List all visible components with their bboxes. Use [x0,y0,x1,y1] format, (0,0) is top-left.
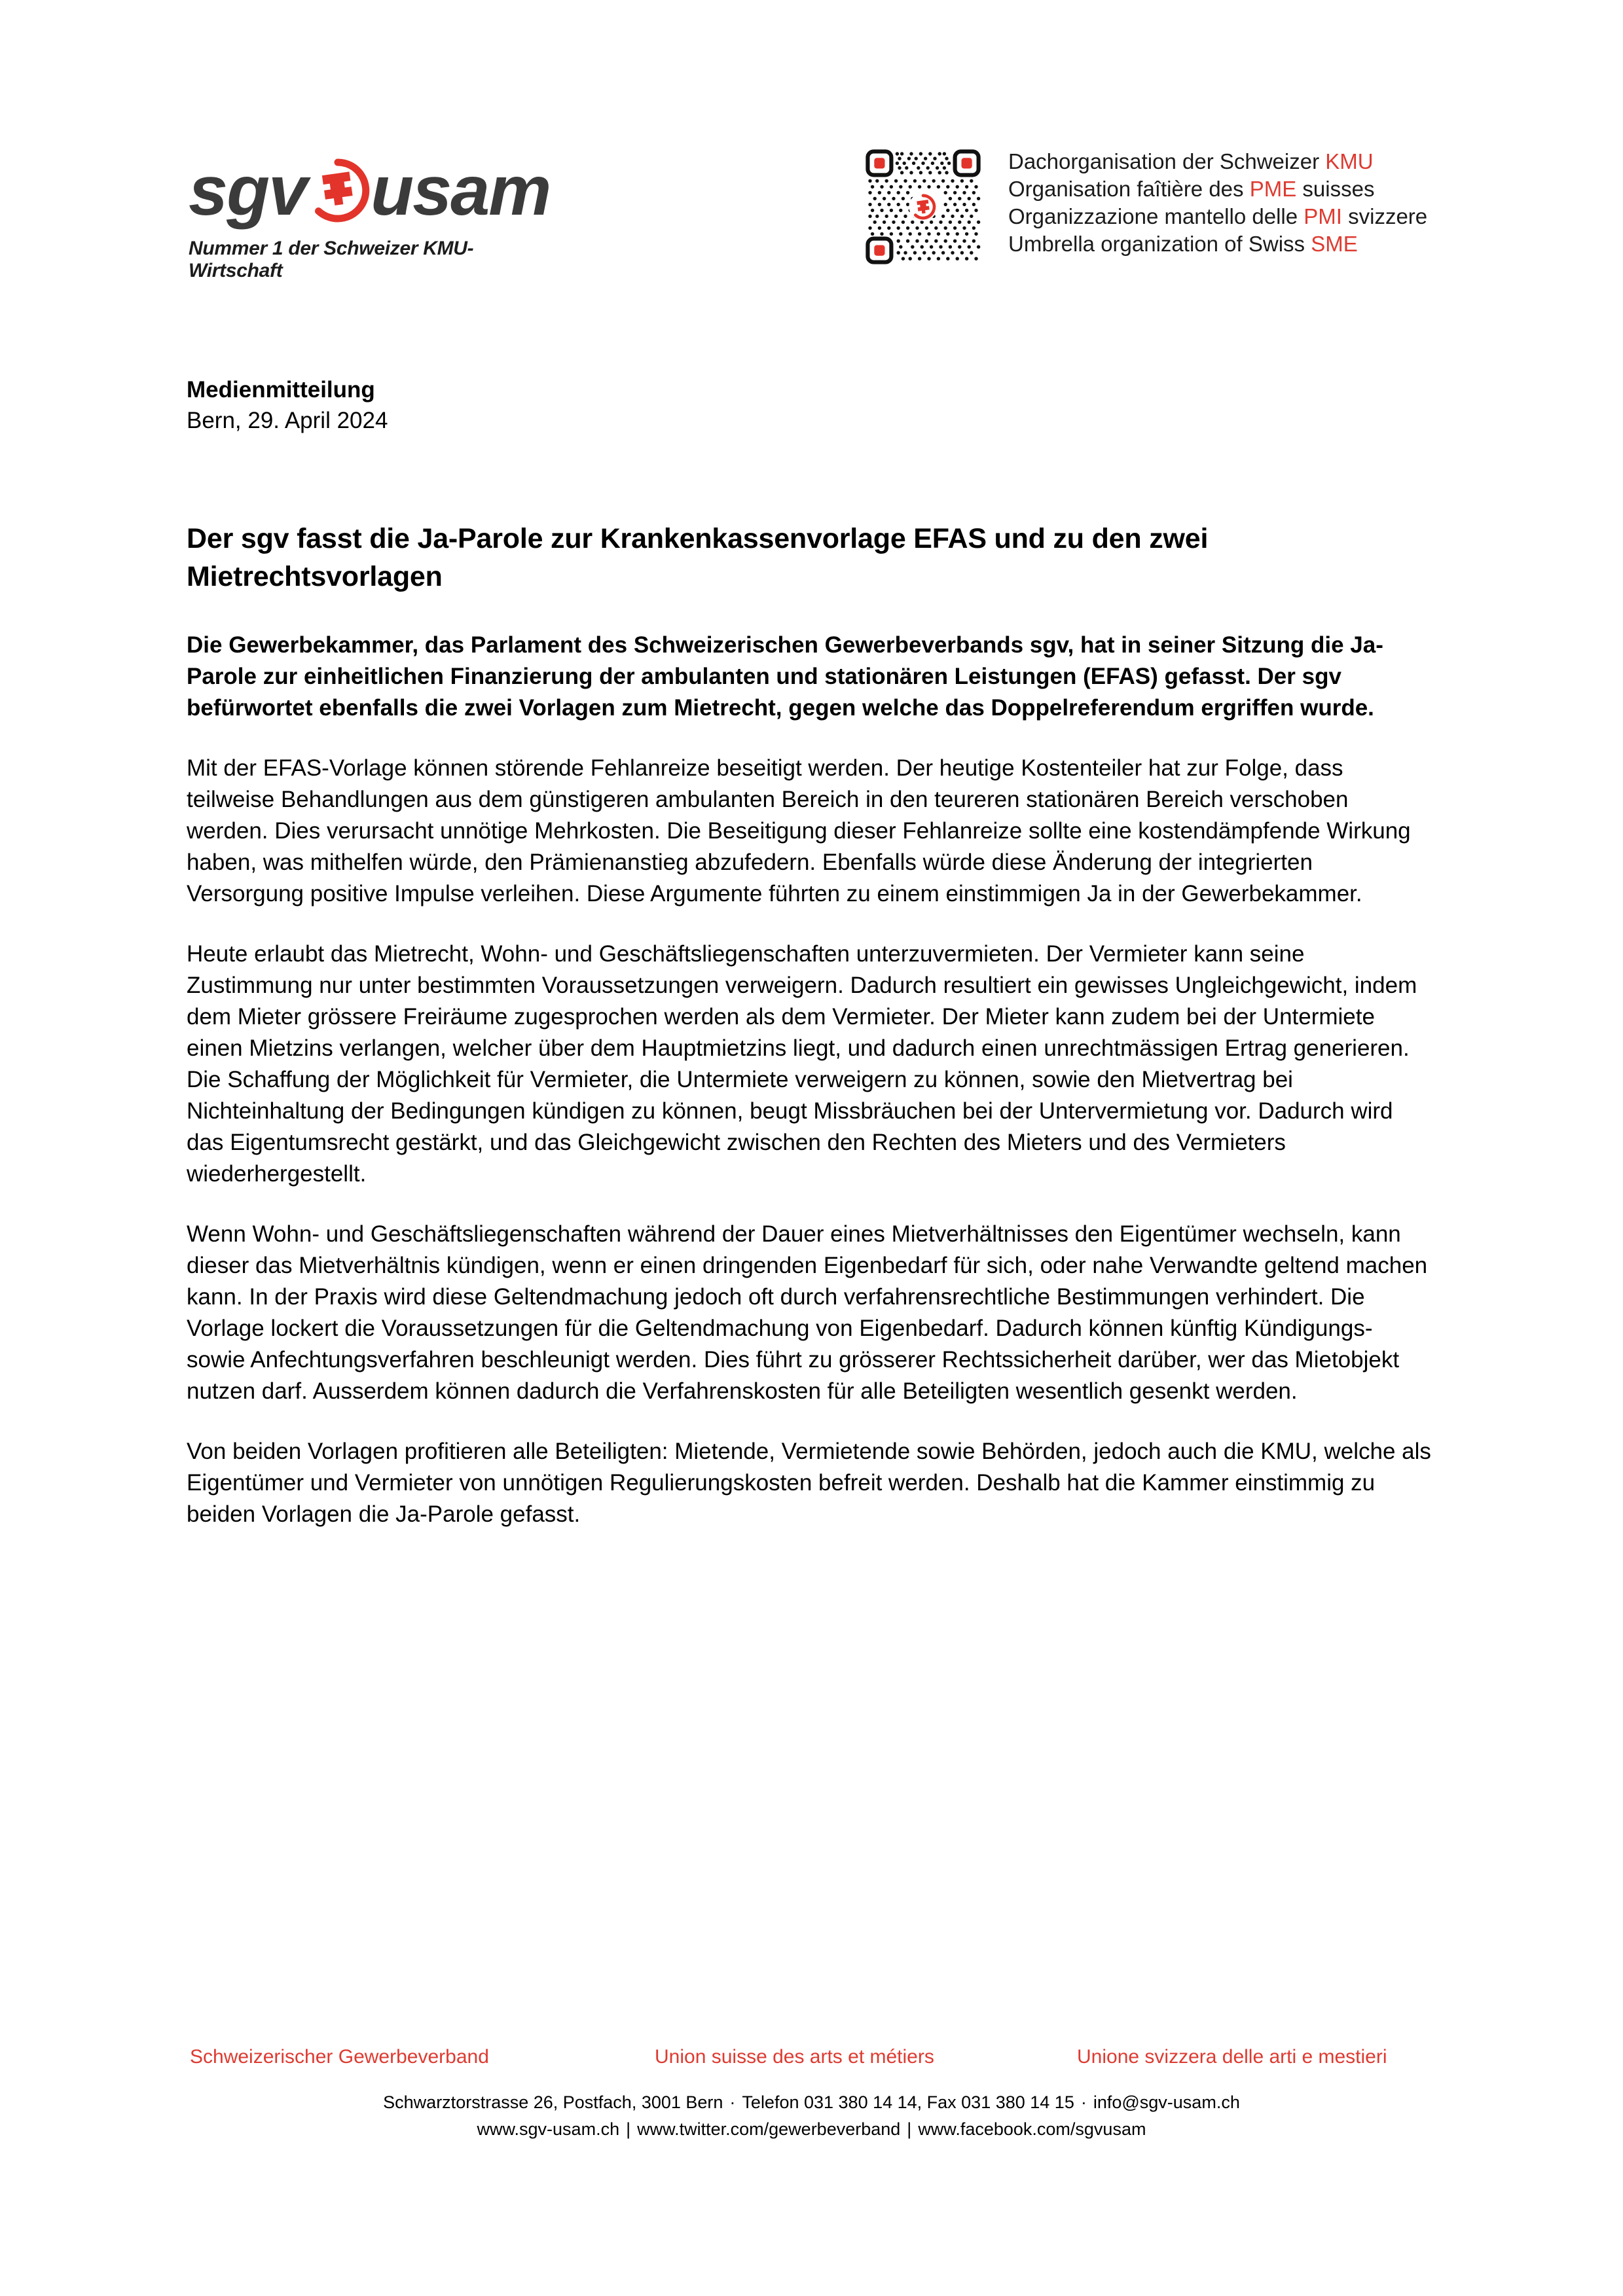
org-line-en-text: Umbrella organization of Swiss [1008,232,1311,256]
footer-pipe-2: | [907,2119,912,2139]
footer-name-fr: Union suisse des arts et métiers [655,2046,934,2068]
footer-phone-fax: Telefon 031 380 14 14, Fax 031 380 14 15 [742,2092,1074,2112]
page-footer [0,2046,1623,2143]
footer-contact-line-1 [0,2089,1623,2116]
footer-email-link[interactable]: info@sgv-usam.ch [1093,2092,1240,2112]
org-line-it-tail: svizzere [1341,204,1428,228]
footer-name-it: Unione svizzera delle arti e mestieri [1077,2046,1387,2068]
place-and-date: Bern, 29. April 2024 [187,408,388,433]
logo-word-right: usam [371,151,551,230]
page-header [0,0,1623,308]
org-line-it-highlight: PMI [1304,204,1342,228]
org-line-de-text: Dachorganisation der Schweizer [1008,149,1326,173]
logo-tagline: Nummer 1 der Schweizer KMU-Wirtschaft [189,238,474,281]
org-line-fr-highlight: PME [1249,177,1297,201]
org-line-it [1008,203,1427,230]
org-line-de-highlight: KMU [1325,149,1374,173]
org-line-en-highlight: SME [1311,232,1358,256]
sgv-at-cross-emblem-icon [304,156,372,224]
document-body [187,374,1434,1553]
footer-language-names [0,2046,1623,2077]
organization-taglines [1008,145,1427,258]
footer-pipe-1: | [626,2119,631,2139]
page-title: Der sgv fasst die Ja-Parole zur Krankenkassenvorlage EFAS und zu den zwei Mietrechtsvorlagen [187,523,1209,592]
qr-code-icon[interactable] [864,148,982,266]
organization-identity-block [864,145,1427,266]
org-line-fr-text: Organisation faîtière des [1008,177,1250,201]
body-paragraph-2: Heute erlaubt das Mietrecht, Wohn- und Geschäftsliegenschaften unterzuvermieten. Der Vermieter kann seine Zustimmung nur unter bestimmten Voraussetzungen verweigern. Dadurch resultiert ein gewisses Ungleichgewicht, indem dem Mieter grössere Freiräume zugesprochen werden als dem Vermieter. Der Mieter kann zudem bei der Untermiete einen Mietzins verlangen, welcher über dem Hauptmietzins liegt, und dadurch einen unrechtmässigen Ertrag generieren. Die Schaffung der Möglichkeit für Vermieter, die Untermiete verweigern zu können, sowie den Mietvertrag bei Nichteinhaltung der Bedingungen kündigen zu können, beugt Missbräuchen bei der Untervermietung vor. Dadurch wird das Eigentumsrecht gestärkt, und das Gleichgewicht zwischen den Rechten des Mieters und des Vermieters wiederhergestellt. [187,941,1417,1187]
org-line-fr-tail: suisses [1296,177,1375,201]
body-paragraph-1: Mit der EFAS-Vorlage können störende Fehlanreize beseitigt werden. Der heutige Kostenteiler hat zur Folge, dass teilweise Behandlungen aus dem günstigeren ambulanten Bereich in den teureren stationären Bereich verschoben werden. Dies verursacht unnötige Mehrkosten. Die Beseitigung dieser Fehlanreize sollte eine kostendämpfende Wirkung haben, was mithelfen würde, den Prämienanstieg abzufedern. Ebenfalls würde diese Änderung der integrierten Versorgung positive Impulse verleihen. Diese Argumente führten zu einem einstimmigen Ja in der Gewerbekammer. [187,755,1411,906]
org-line-fr [1008,175,1427,203]
footer-contact-line-2 [0,2116,1623,2143]
footer-facebook-link[interactable]: www.facebook.com/sgvusam [918,2119,1146,2139]
sgv-usam-logo [189,151,555,282]
body-paragraph-3: Wenn Wohn- und Geschäftsliegenschaften während der Dauer eines Mietverhältnisses den Eigentümer wechseln, kann dieser das Mietverhältnis kündigen, wenn er einen dringenden Eigenbedarf für sich, oder nahe Verwandte geltend machen kann. In der Praxis wird diese Geltendmachung jedoch oft durch verfahrensrechtliche Bestimmungen verhindert. Die Vorlage lockert die Voraussetzungen für die Geltendmachung von Eigenbedarf. Dadurch können künftig Kündigungs- sowie Anfechtungsverfahren beschleunigt werden. Dies führt zu grösserer Rechtssicherheit darüber, wer das Mietobjekt nutzen darf. Ausserdem können dadurch die Verfahrenskosten für alle Beteiligten wesentlich gesenkt werden. [187,1221,1428,1404]
org-line-en [1008,230,1427,258]
document-type-label: Medienmitteilung [187,377,375,403]
footer-contact-block [0,2089,1623,2143]
lead-paragraph: Die Gewerbekammer, das Parlament des Schweizerischen Gewerbeverbands sgv, hat in seiner Sitzung die Ja-Parole zur einheitlichen Finanzierung der ambulanten und stationären Leistungen (EFAS) gefasst. Der sgv befürwortet ebenfalls die zwei Vorlagen zum Mietrecht, gegen welche das Doppelreferendum ergriffen wurde. [187,632,1383,721]
footer-twitter-link[interactable]: www.twitter.com/gewerbeverband [637,2119,901,2139]
logo-word-left: sgv [189,151,307,230]
footer-website-link[interactable]: www.sgv-usam.ch [477,2119,620,2139]
footer-separator-2: · [1080,2092,1087,2112]
body-paragraph-4: Von beiden Vorlagen profitieren alle Beteiligten: Mietende, Vermietende sowie Behörden, jedoch auch die KMU, welche als Eigentümer und Vermieter von unnötigen Regulierungskosten befreit werden. Deshalb hat die Kammer einstimmig zu beiden Vorlagen die Ja-Parole gefasst. [187,1439,1431,1527]
footer-name-de: Schweizerischer Gewerbeverband [190,2046,489,2068]
org-line-it-text: Organizzazione mantello delle [1008,204,1304,228]
footer-separator-1: · [729,2092,736,2112]
org-line-de [1008,148,1427,175]
logo-wordmark [189,151,555,230]
footer-address: Schwarztorstrasse 26, Postfach, 3001 Bern [383,2092,723,2112]
